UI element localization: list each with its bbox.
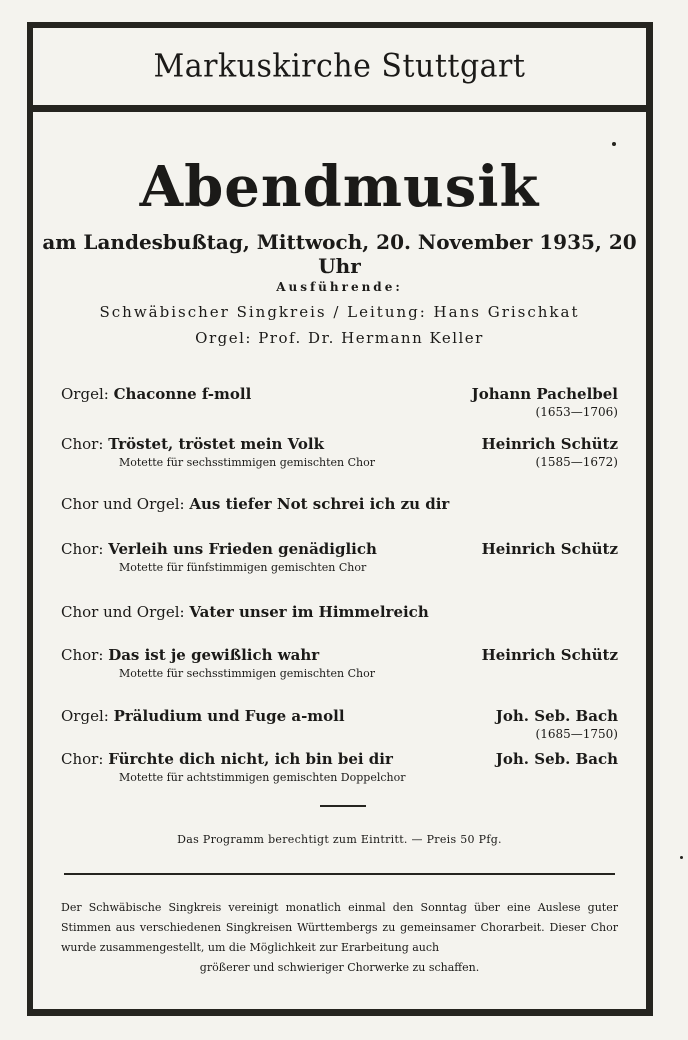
program-subtitle: Motette für achtstimmigen gemischten Doppelchor	[119, 771, 406, 784]
program-role: Orgel:	[61, 385, 109, 403]
program-role: Chor:	[61, 435, 104, 453]
print-speck	[680, 856, 683, 859]
program-composer: Joh. Seb. Bach	[495, 707, 618, 725]
program-role: Chor:	[61, 540, 104, 558]
footer-text-main: Der Schwäbische Singkreis vereinigt monatlich einmal den Sonntag über eine Auslese guter Stimmen aus verschiedenen Singkreisen Württembergs zu gemeinsamer Chorarbeit. Dieser Chor wurde zusammengestellt, um die Möglichkeit zur Erarbeitung auch	[61, 901, 618, 954]
performers-organ-line: Orgel: Prof. Dr. Hermann Keller	[195, 329, 484, 347]
program-composer: Heinrich Schütz	[481, 540, 618, 558]
program-composer: Heinrich Schütz	[481, 435, 618, 453]
program-work: Präludium und Fuge a-moll	[113, 707, 345, 725]
footer-paragraph	[61, 898, 618, 978]
program-subtitle: Motette für sechsstimmigen gemischten Chor	[119, 456, 375, 469]
program-composer-years: (1585—1672)	[535, 455, 618, 469]
program-composer: Heinrich Schütz	[481, 646, 618, 664]
footer-text-last: größerer und schwieriger Chorwerke zu schaffen.	[199, 961, 480, 974]
church-name: Markuskirche Stuttgart	[153, 48, 526, 85]
admission-note: Das Programm berechtigt zum Eintritt. — Preis 50 Pfg.	[177, 833, 502, 846]
program-work: Chaconne f-moll	[113, 385, 252, 403]
performers-label: Ausführende:	[276, 280, 403, 294]
program-work: Vater unser im Himmelreich	[189, 603, 429, 621]
program-role: Chor:	[61, 750, 104, 768]
program-subtitle: Motette für fünfstimmigen gemischten Chor	[119, 561, 367, 574]
divider-short	[320, 805, 366, 807]
program-composer: Johann Pachelbel	[471, 385, 618, 403]
header-banner	[33, 28, 646, 112]
program-work: Das ist je gewißlich wahr	[108, 646, 320, 664]
program-composer-years: (1685—1750)	[535, 727, 618, 741]
divider-long	[64, 873, 615, 875]
program-composer: Joh. Seb. Bach	[495, 750, 618, 768]
program-role: Orgel:	[61, 707, 109, 725]
event-date-line: am Landesbußtag, Mittwoch, 20. November 1935, 20 Uhr	[42, 230, 637, 278]
print-speck	[612, 142, 616, 146]
program-role: Chor und Orgel:	[61, 495, 185, 513]
program-composer-years: (1653—1706)	[535, 405, 618, 419]
program-role: Chor und Orgel:	[61, 603, 185, 621]
program-work: Tröstet, tröstet mein Volk	[108, 435, 324, 453]
document-frame	[27, 22, 653, 1016]
program-work: Aus tiefer Not schrei ich zu dir	[189, 495, 450, 513]
program-work: Fürchte dich nicht, ich bin bei dir	[108, 750, 393, 768]
program-role: Chor:	[61, 646, 104, 664]
program-work: Verleih uns Frieden genädiglich	[108, 540, 377, 558]
page-title: Abendmusik	[139, 154, 540, 220]
program-subtitle: Motette für sechsstimmigen gemischten Chor	[119, 667, 375, 680]
performers-choir-line: Schwäbischer Singkreis / Leitung: Hans Grischkat	[99, 303, 580, 321]
